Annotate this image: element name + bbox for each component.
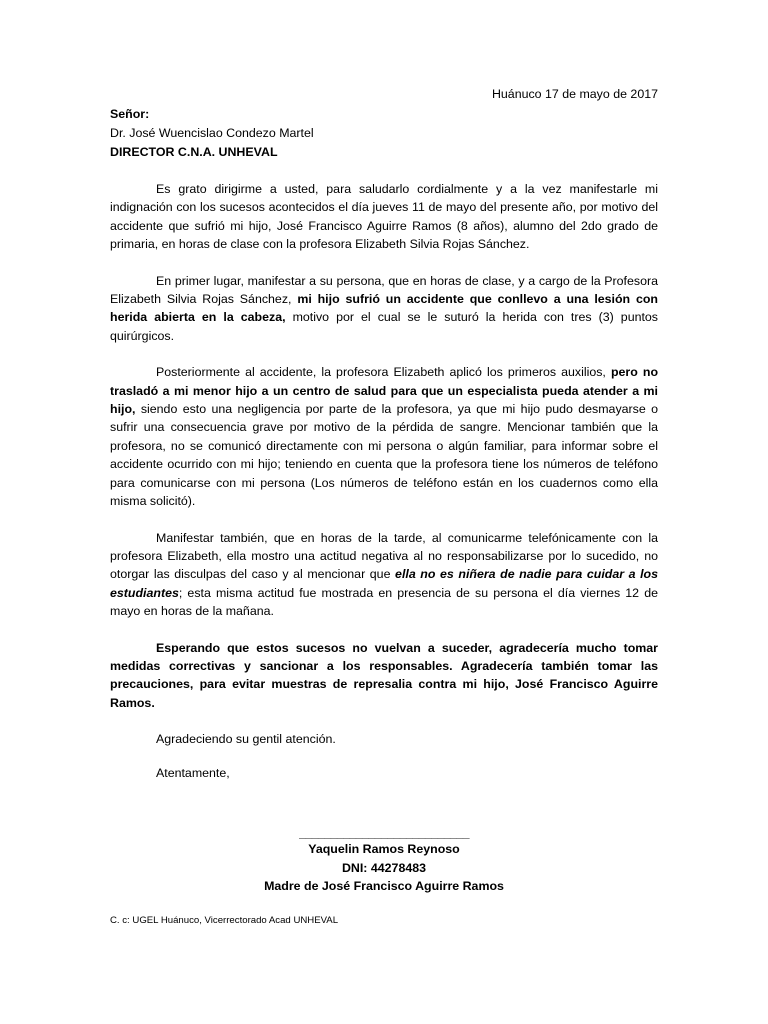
recipient-block	[110, 105, 314, 161]
recipient-name: Dr. José Wuencislao Condezo Martel	[110, 125, 314, 140]
paragraph-4	[110, 529, 658, 621]
paragraph-4-text: Manifestar también, que en horas de la tarde, al comunicarme telefónicamente con la profesora Elizabeth, ella mostro una actitud negativa al no responsabilizarse por lo sucedido, no otorgar las disculpas del caso y al mencionar que	[110, 530, 658, 582]
paragraph-3	[110, 363, 658, 510]
paragraph-1: Es grato dirigirme a usted, para saludarlo cordialmente y a la vez manifestarle mi indignación con los sucesos acontecidos el día jueves 11 de mayo del presente año, por motivo del accidente que sufrió mi hijo, José Francisco Aguirre Ramos (8 años), alumno del 2do grado de primaria, en horas de clase con la profesora Elizabeth Silvia Rojas Sánchez.	[110, 182, 658, 252]
paragraph-2-text: En primer lugar, manifestar a su persona, que en horas de clase, y a cargo de la Profesora Elizabeth Silvia Rojas Sánchez,	[110, 273, 658, 307]
signature-dni: DNI: 44278483	[341, 860, 427, 875]
letter-body	[110, 180, 658, 797]
letter-date: Huánuco 17 de mayo de 2017	[491, 87, 658, 101]
recipient-title: DIRECTOR C.N.A. UNHEVAL	[110, 144, 278, 159]
paragraph-3-end: siendo esto una negligencia por parte de la profesora, ya que mi hijo pudo desmayarse o sufrir una consecuencia grave por motivo de la pérdida de sangre. Mencionar también que la profesora, no se comunicó directamente con mi persona o algún familiar, para informar sobre el accidente ocurrido con mi hijo; teniendo en cuenta que la profesora tiene los números de teléfono para comunicarse con mi persona (Los números de teléfono están en los cuadernos como ella misma solicitó).	[110, 402, 658, 509]
paragraph-3-text: Posteriormente al accidente, la profesora Elizabeth aplicó los primeros auxilios,	[156, 365, 606, 380]
paragraph-5: Esperando que estos sucesos no vuelvan a suceder, agradecería mucho tomar medidas correctivas y sancionar a los responsables. Agradecería también tomar las precauciones, para evitar muestras de represalia contra mi hijo, José Francisco Aguirre Ramos.	[110, 640, 658, 710]
paragraph-3-bold: pero no trasladó a mi menor hijo a un centro de salud para que un especialista pueda atender a mi hijo,	[110, 365, 659, 417]
carbon-copy: C. c: UGEL Huánuco, Vicerrectorado Acad UNHEVAL	[110, 915, 339, 926]
paragraph-4-end: ; esta misma actitud fue mostrada en presencia de su persona el día viernes 12 de mayo en horas de la mañana.	[110, 585, 658, 619]
signature-block	[0, 824, 768, 896]
closing-regards: Atentamente,	[156, 765, 230, 780]
paragraph-2-bold: mi hijo sufrió un accidente que conllevo a una lesión con herida abierta en la cabeza,	[110, 292, 659, 325]
paragraph-2-end: motivo por el cual se le suturó la herida con tres (3) puntos quirúrgicos.	[110, 310, 659, 343]
paragraph-2	[110, 272, 658, 346]
recipient-greeting: Señor:	[110, 107, 150, 121]
closing-thanks: Agradeciendo su gentil atención.	[156, 732, 336, 747]
paragraph-4-quote: ella no es niñera de nadie para cuidar a los estudiantes	[110, 567, 658, 600]
signature-name: Yaquelin Ramos Reynoso	[308, 842, 460, 856]
signature-role: Madre de José Francisco Aguirre Ramos	[264, 879, 504, 894]
signature-line: ___________________________	[299, 826, 469, 840]
